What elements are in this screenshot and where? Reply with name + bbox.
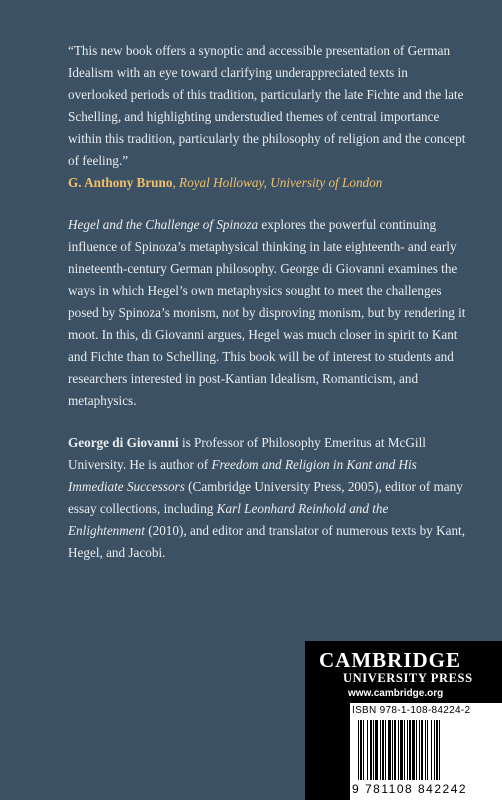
author-name: George di Giovanni [68, 435, 179, 450]
author-bio [68, 432, 468, 564]
endorsement-quote: “This new book offers a synoptic and accessible presentation of German Idealism with an eye toward clarifying underappreciated texts in overlooked periods of this tradition, particularly the late Fichte and the late Schelling, and highlighting understudied themes of central importance within this tradition, particularly the philosophy of religion and the concept of feeling.” [68, 43, 466, 168]
endorser-affiliation: Royal Holloway, University of London [179, 175, 383, 190]
barcode-panel [350, 703, 502, 800]
barcode-bar [431, 720, 432, 780]
barcode-bar [367, 720, 368, 780]
barcode-bar [439, 720, 440, 780]
barcode-digits: 9 781108 842242 [352, 782, 468, 796]
barcode-bar [388, 720, 391, 780]
barcode-bar [392, 720, 393, 780]
publisher-subtitle: UNIVERSITY PRESS [343, 671, 473, 685]
barcode-bar [394, 720, 396, 780]
back-cover-text [68, 40, 468, 564]
barcode-bar [360, 720, 362, 780]
bio-text-1: is Professor of Philosophy Emeritus at McGill University. He is author of [68, 435, 426, 472]
bio-text-2: (Cambridge University Press, 2005), editor of many essay collections, including [68, 479, 463, 516]
barcode-bar [409, 720, 411, 780]
description-text: explores the powerful continuing influence of Spinoza’s metaphysical thinking in late eighteenth- and early nineteenth-century German philosophy. George di Giovanni examines the ways in which Hegel’s own metaphysics sought to meet the challenges posed by Spinoza’s monism, not by disproving monism, but by rendering it moot. In this, di Giovanni argues, Hegel was much closer in spirit to Kant and Fichte than to Schelling. This book will be of interest to students and researchers interested in post-Kantian Idealism, Romanticism, and metaphysics. [68, 217, 466, 408]
endorser-name: G. Anthony Bruno [68, 175, 173, 190]
bio-book-1: Freedom and Religion in Kant and His Immediate Successors [68, 457, 417, 494]
isbn-label: ISBN 978-1-108-84224-2 [352, 705, 471, 716]
barcode-bar [427, 720, 428, 780]
barcode-bar [373, 720, 374, 780]
barcode-bar [436, 720, 438, 780]
barcode-bar [375, 720, 378, 780]
barcode-bar [363, 720, 364, 780]
publisher-url: www.cambridge.org [348, 688, 444, 699]
barcode-bar [416, 720, 417, 780]
bio-text-3: (2010), and editor and translator of numerous texts by Kant, Hegel, and Jacobi. [68, 523, 466, 560]
barcode-bar [412, 720, 415, 780]
book-title: Hegel and the Challenge of Spinoza [68, 217, 259, 232]
bio-book-2: Karl Leonhard Reinhold and the Enlightenment [68, 501, 389, 538]
barcode-bar [382, 720, 384, 780]
barcode-bar [398, 720, 399, 780]
endorser-affiliation-sep: , [172, 175, 180, 190]
barcode-image [358, 720, 494, 780]
barcode-bar [400, 720, 403, 780]
barcode-bar [421, 720, 423, 780]
barcode-bar [358, 720, 359, 780]
barcode-bar [385, 720, 386, 780]
barcode-bar [380, 720, 381, 780]
publisher-block [305, 641, 502, 800]
barcode-bar [425, 720, 426, 780]
endorsement-attribution [68, 172, 468, 194]
publisher-logo: CAMBRIDGE [319, 648, 462, 672]
barcode-bar [434, 720, 435, 780]
book-description [68, 214, 468, 412]
barcode-bar [407, 720, 408, 780]
barcode-bar [419, 720, 420, 780]
barcode-bar [404, 720, 405, 780]
barcode-bar [370, 720, 372, 780]
